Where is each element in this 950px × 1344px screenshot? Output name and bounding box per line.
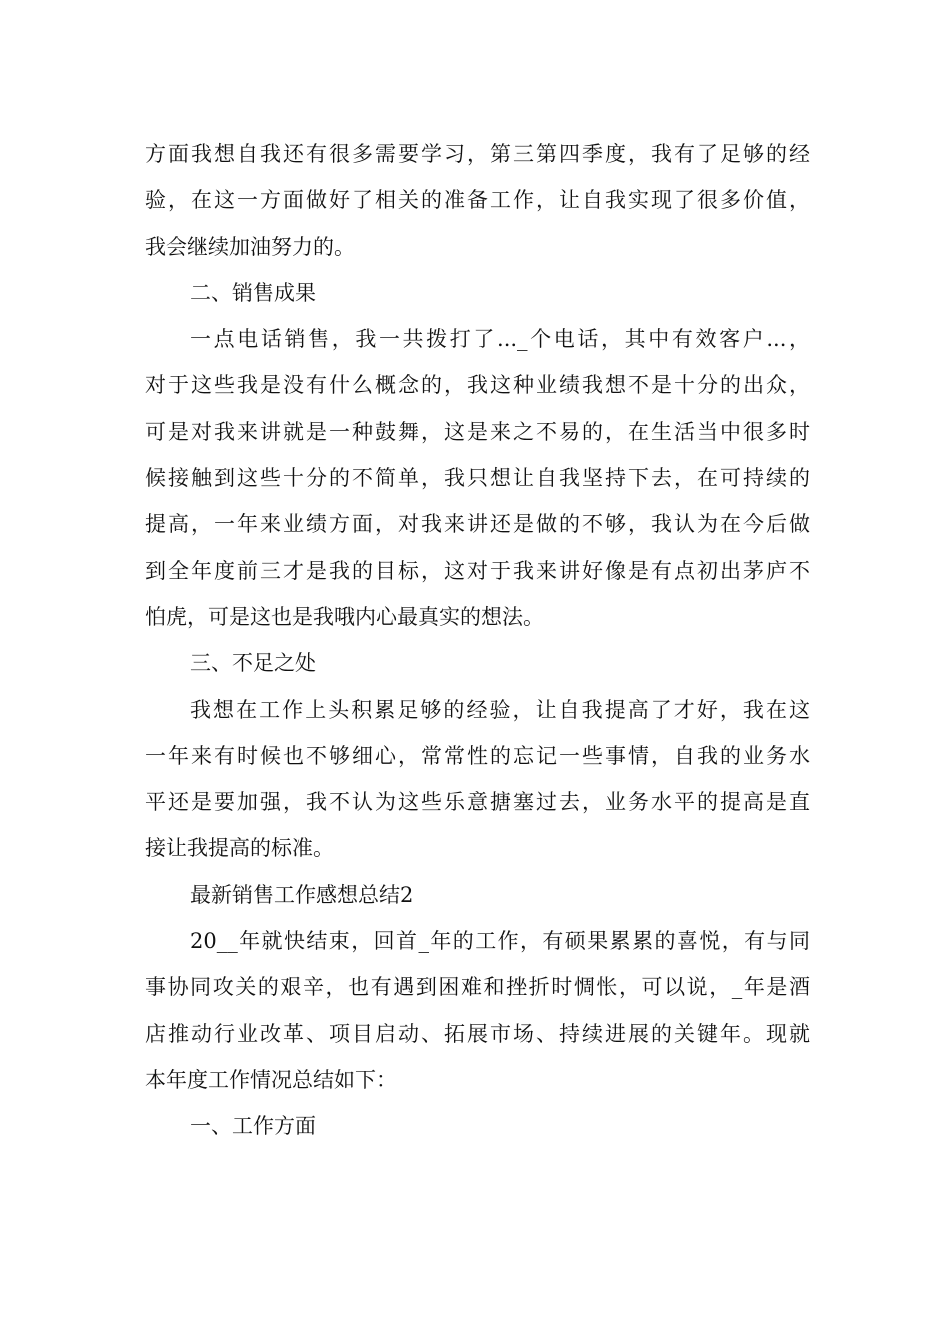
section-heading: 一、工作方面 (190, 1114, 316, 1139)
article-title: 最新销售工作感想总结2 (190, 882, 414, 907)
paragraph-line: 店推动行业改革、项目启动、拓展市场、持续进展的关键年。现就 (145, 1021, 810, 1046)
section-heading: 三、不足之处 (190, 651, 316, 676)
paragraph-line: 20__年就快结束，回首_年的工作，有硕果累累的喜悦，有与同 (190, 929, 810, 954)
paragraph-line: 对于这些我是没有什么概念的，我这种业绩我想不是十分的出众， (145, 373, 810, 398)
paragraph-line: 我会继续加油努力的。 (145, 234, 355, 259)
document-body (145, 131, 810, 1150)
paragraph-line: 一点电话销售，我一共拨打了..._个电话，其中有效客户...， (190, 327, 810, 352)
paragraph-line: 平还是要加强，我不认为这些乐意搪塞过去，业务水平的提高是直 (145, 790, 810, 815)
paragraph-line: 提高，一年来业绩方面，对我来讲还是做的不够，我认为在今后做 (145, 512, 810, 537)
section-heading: 二、销售成果 (190, 280, 316, 305)
paragraph-line: 一年来有时候也不够细心，常常性的忘记一些事情，自我的业务水 (145, 743, 810, 768)
paragraph-line: 验，在这一方面做好了相关的准备工作，让自我实现了很多价值， (145, 188, 810, 213)
paragraph-line: 事协同攻关的艰辛，也有遇到困难和挫折时惆怅，可以说，_年是酒 (145, 975, 810, 1000)
paragraph-line: 本年度工作情况总结如下： (145, 1067, 397, 1092)
paragraph-line: 可是对我来讲就是一种鼓舞，这是来之不易的，在生活当中很多时 (145, 419, 810, 444)
paragraph-line: 接让我提高的标准。 (145, 836, 334, 861)
paragraph-line: 到全年度前三才是我的目标，这对于我来讲好像是有点初出茅庐不 (145, 558, 810, 583)
paragraph-line: 我想在工作上头积累足够的经验，让自我提高了才好，我在这 (190, 697, 810, 722)
paragraph-line: 候接触到这些十分的不简单，我只想让自我坚持下去，在可持续的 (145, 466, 810, 491)
paragraph-line: 怕虎，可是这也是我哦内心最真实的想法。 (145, 604, 544, 629)
paragraph-line: 方面我想自我还有很多需要学习，第三第四季度，我有了足够的经 (145, 142, 810, 166)
